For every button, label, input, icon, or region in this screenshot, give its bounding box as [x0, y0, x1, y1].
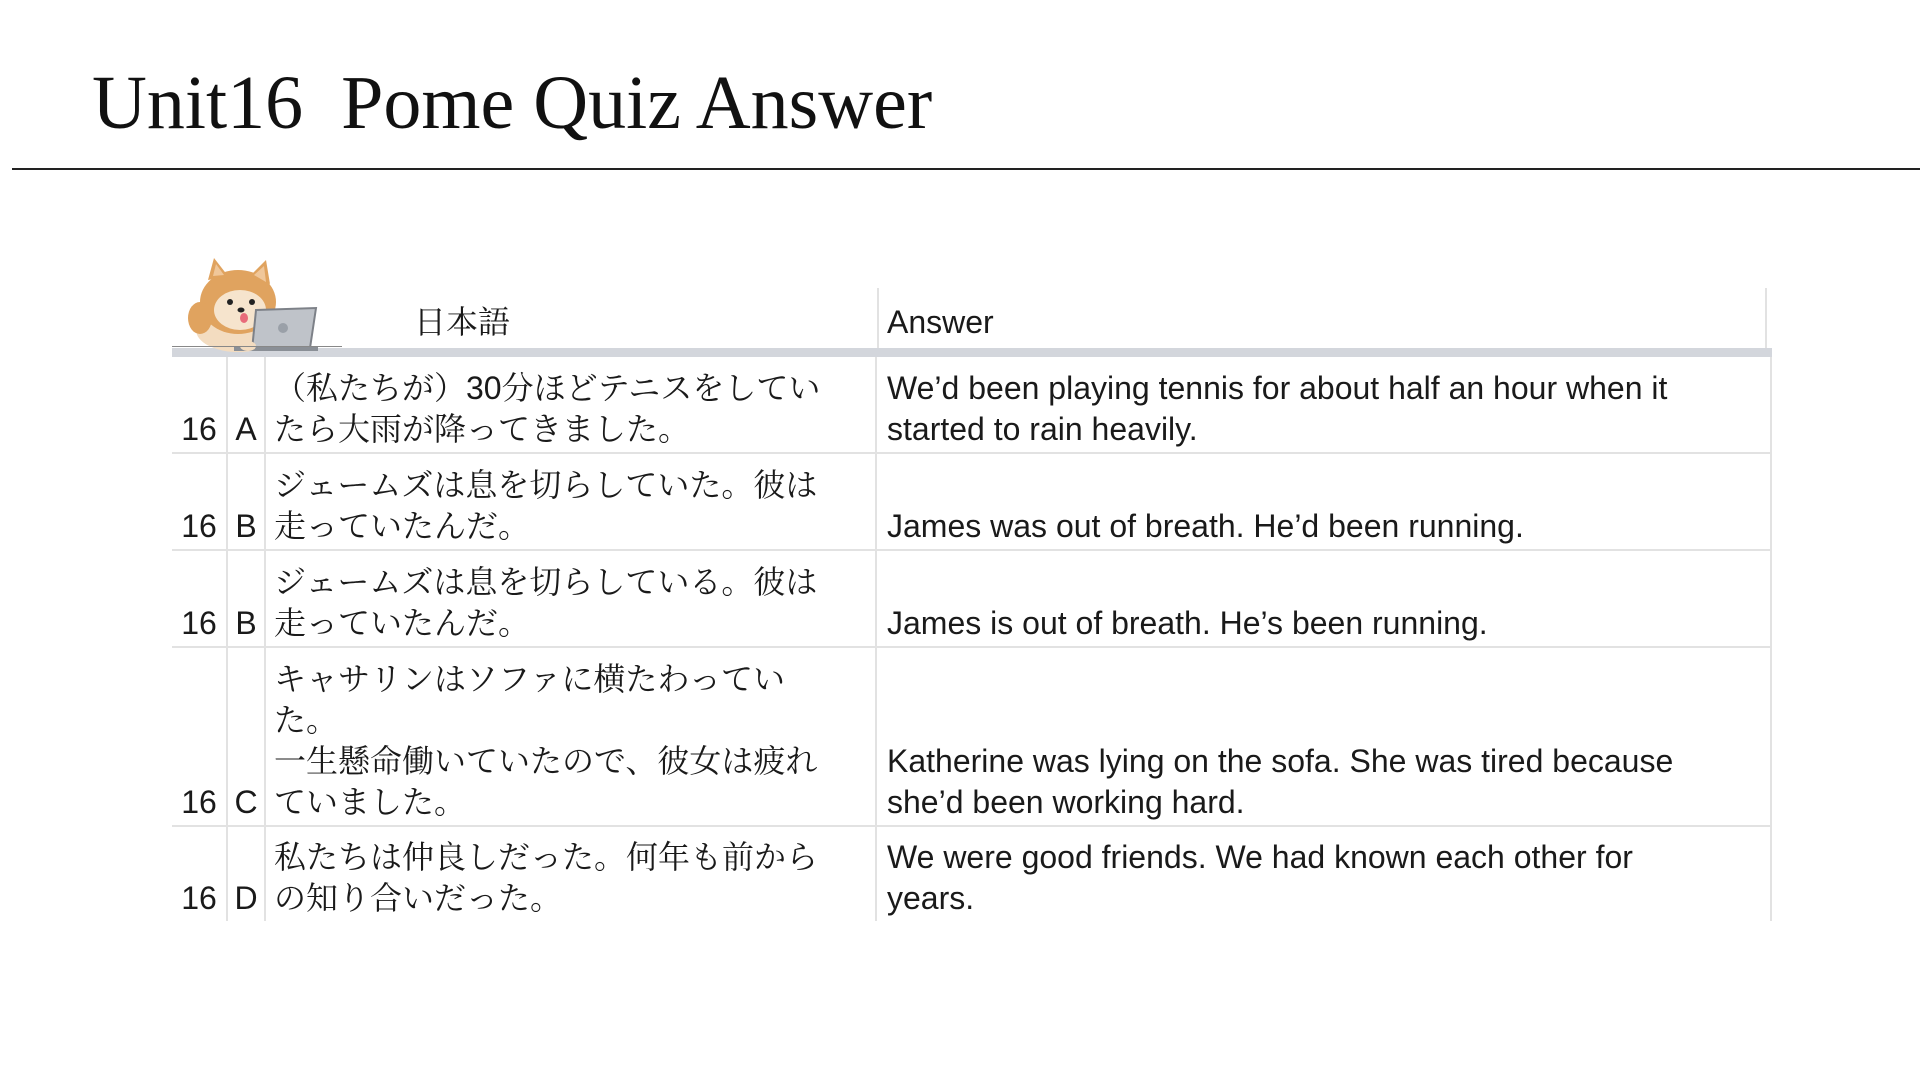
table-row [172, 648, 1772, 827]
answer-table [172, 288, 1772, 921]
pomeranian-dog-with-laptop-icon [178, 258, 328, 352]
table-row [172, 827, 1772, 921]
japanese-cell: （私たちが）30分ほどテニスをしてい たら大雨が降ってきました。 [266, 357, 877, 452]
unit-cell: 16 [172, 357, 228, 452]
table-header [172, 288, 1772, 357]
table-row [172, 357, 1772, 454]
japanese-cell: ジェームズは息を切らしていた。彼は 走っていたんだ。 [266, 454, 877, 549]
japanese-cell: キャサリンはソファに横たわってい た。 一生懸命働いていたので、彼女は疲れ ていました。 [266, 648, 877, 825]
section-cell: C [228, 648, 266, 825]
mascot-underline [172, 346, 342, 347]
unit-cell: 16 [172, 827, 228, 921]
answer-cell: We were good friends. We had known each other for years. [877, 827, 1772, 921]
section-cell: B [228, 551, 266, 646]
answer-cell: Katherine was lying on the sofa. She was tired because she’d been working hard. [877, 648, 1772, 825]
unit-cell: 16 [172, 551, 228, 646]
answer-cell: James is out of breath. He’s been running. [877, 551, 1772, 646]
header-japanese: 日本語 [414, 304, 511, 340]
column-divider [1765, 288, 1767, 348]
title-divider [12, 168, 1920, 170]
japanese-cell: ジェームズは息を切らしている。彼は 走っていたんだ。 [266, 551, 877, 646]
section-cell: A [228, 357, 266, 452]
table-row [172, 454, 1772, 551]
japanese-cell: 私たちは仲良しだった。何年も前から の知り合いだった。 [266, 827, 877, 921]
section-cell: B [228, 454, 266, 549]
table-row [172, 551, 1772, 648]
column-divider [877, 288, 879, 348]
answer-cell: James was out of breath. He’d been running. [877, 454, 1772, 549]
section-cell: D [228, 827, 266, 921]
answer-cell: We’d been playing tennis for about half an hour when it started to rain heavily. [877, 357, 1772, 452]
unit-cell: 16 [172, 648, 228, 825]
header-answer: Answer [887, 304, 994, 340]
unit-cell: 16 [172, 454, 228, 549]
slide-title: Unit16 Pome Quiz Answer [92, 61, 933, 145]
